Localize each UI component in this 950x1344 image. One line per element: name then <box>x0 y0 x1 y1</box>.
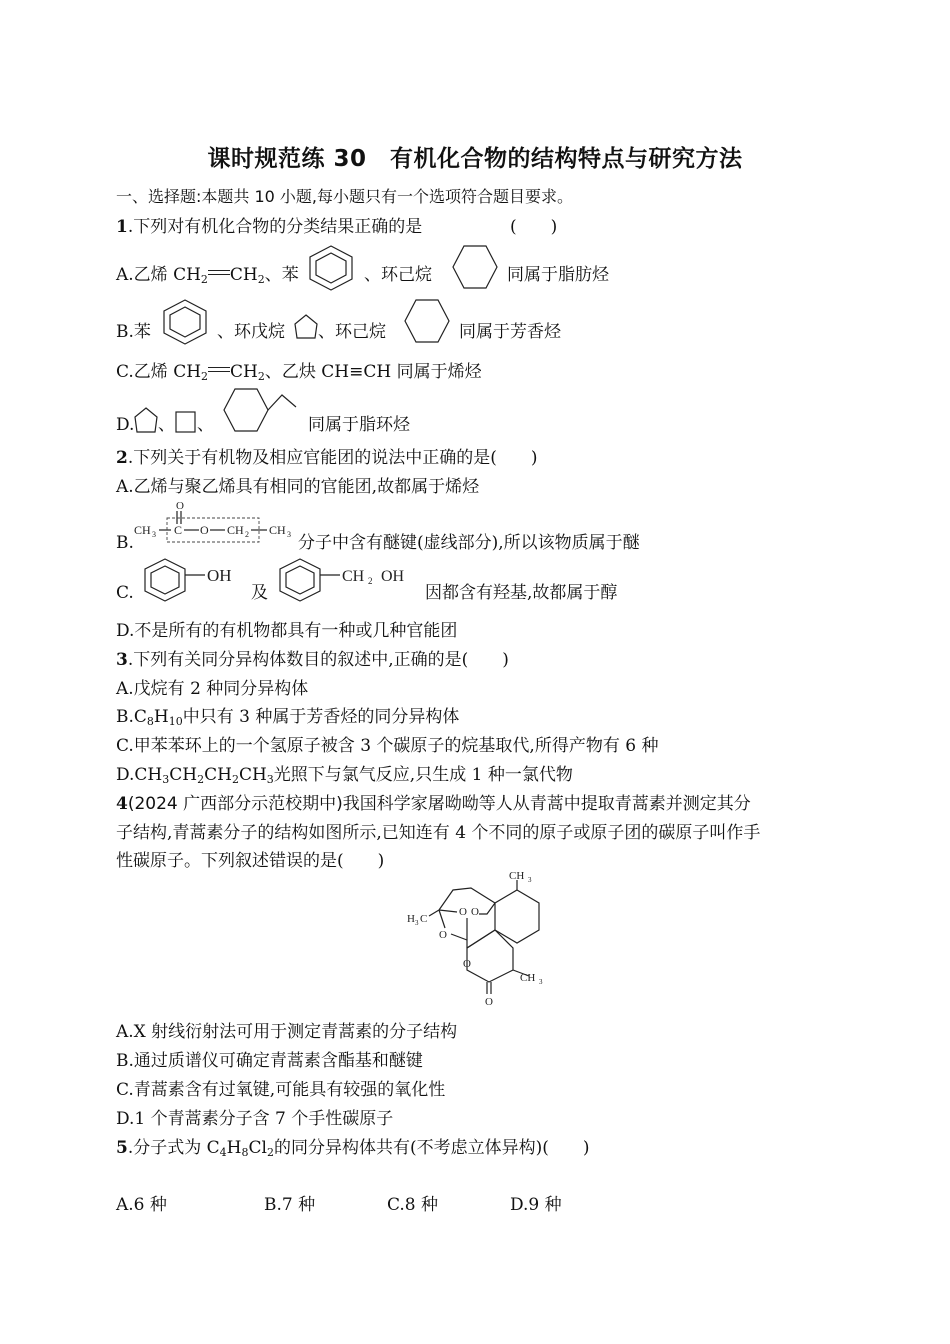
svg-text:CH: CH <box>520 972 536 984</box>
q1-b-text-4: 同属于芳香烃 <box>459 322 561 342</box>
svg-text:O: O <box>485 996 493 1008</box>
q1-a-text-3: 同属于脂肪烃 <box>507 265 609 285</box>
q2-option-b[interactable]: B. <box>116 533 134 553</box>
svg-text:O: O <box>463 958 471 970</box>
svg-text:O: O <box>471 906 479 918</box>
svg-text:CH: CH <box>227 523 244 537</box>
q2-c-text-and: 及 <box>251 583 268 603</box>
q1-option-c[interactable]: C.乙烯 $CH_2$ $CH_2$、乙炔 CH≡CH 同属于烯烃 <box>116 362 482 383</box>
q1-option-d[interactable]: D. <box>116 415 135 435</box>
svg-text:3: 3 <box>152 530 156 539</box>
svg-text:H: H <box>407 913 415 925</box>
q1-b-text-3: 、环己烷 <box>318 322 386 342</box>
question-4-stem-line-3: 性碳原子。下列叙述错误的是( ) <box>116 851 385 871</box>
svg-text:2: 2 <box>368 576 373 586</box>
q2-option-d[interactable]: D.不是所有的有机物都具有一种或几种官能团 <box>116 621 458 641</box>
svg-text:3: 3 <box>415 919 419 927</box>
q1-option-a[interactable]: A.乙烯 $CH_2$ $CH_2$、苯 <box>116 265 299 286</box>
q1-option-b[interactable]: B.苯 <box>116 322 151 342</box>
q4-option-a[interactable]: A.X 射线衍射法可用于测定青蒿素的分子结构 <box>116 1022 458 1042</box>
svg-text:C: C <box>420 913 428 925</box>
section-heading: 一、选择题:本题共 10 小题,每小题只有一个选项符合题目要求。 <box>116 187 574 206</box>
cyclopentane-structure-icon <box>133 406 159 434</box>
q5-option-a[interactable]: A.6 种 <box>116 1195 167 1215</box>
question-3-stem: 3.下列有关同分异构体数目的叙述中,正确的是( ) <box>116 650 509 670</box>
svg-text:O: O <box>459 906 467 918</box>
q3-option-a[interactable]: A.戊烷有 2 种同分异构体 <box>116 679 309 699</box>
q3-option-c[interactable]: C.甲苯苯环上的一个氢原子被含 3 个碳原子的烷基取代,所得产物有 6 种 <box>116 736 659 756</box>
svg-text:O: O <box>176 500 184 512</box>
benzene-structure-icon <box>160 298 210 344</box>
svg-text:O: O <box>439 929 447 941</box>
question-4-stem-line-1: 4(2024 广西部分示范校期中)我国科学家屠呦呦等人从青蒿中提取青蒿素并测定其分 <box>116 794 751 814</box>
q4-option-b[interactable]: B.通过质谱仪可确定青蒿素含酯基和醚键 <box>116 1051 423 1071</box>
q4-option-c[interactable]: C.青蒿素含有过氧键,可能具有较强的氧化性 <box>116 1080 446 1100</box>
svg-text:3: 3 <box>528 876 532 884</box>
cyclobutane-structure-icon <box>174 410 198 434</box>
q1-d-text-2: 、 <box>158 415 175 435</box>
q2-c-text-2: 因都含有羟基,故都属于醇 <box>425 583 618 603</box>
question-4-stem-line-2: 子结构,青蒿素分子的结构如图所示,已知连有 4 个不同的原子或原子团的碳原子叫作手 <box>116 823 761 843</box>
q1-b-text-2: 、环戊烷 <box>217 322 285 342</box>
q1-d-text-3: 、 <box>197 415 214 435</box>
question-1-paren: ( ) <box>510 217 558 237</box>
q2-option-a[interactable]: A.乙烯与聚乙烯具有相同的官能团,故都属于烯烃 <box>116 477 480 497</box>
q2-option-c[interactable]: C. <box>116 583 134 603</box>
ethyl-acetate-structure-icon <box>133 497 298 547</box>
q5-option-c[interactable]: C.8 种 <box>387 1195 439 1215</box>
q3-option-d[interactable]: $D.CH_3CH_2CH_2CH_3$光照下与氯气反应,只生成 1 种一氯代物 <box>116 765 573 786</box>
phenol-structure-icon <box>143 557 243 603</box>
q5-option-b[interactable]: B.7 种 <box>264 1195 316 1215</box>
svg-text:CH: CH <box>342 568 365 585</box>
svg-text:2: 2 <box>245 530 249 539</box>
q5-option-d[interactable]: D.9 种 <box>510 1195 562 1215</box>
cyclohexane-structure-icon <box>402 298 452 344</box>
cyclopentane-structure-icon <box>293 314 319 340</box>
svg-text:3: 3 <box>539 978 543 986</box>
page-title: 课时规范练 30 有机化合物的结构特点与研究方法 <box>207 146 743 172</box>
svg-text:C: C <box>174 523 183 537</box>
q1-d-text-4: 同属于脂环烃 <box>308 415 410 435</box>
svg-text:CH: CH <box>134 523 151 537</box>
svg-text:3: 3 <box>287 530 291 539</box>
benzene-structure-icon <box>306 244 356 290</box>
svg-text:OH: OH <box>207 566 232 585</box>
svg-text:CH: CH <box>509 870 525 882</box>
cyclohexane-structure-icon <box>450 244 500 290</box>
question-5-stem: 5.分子式为 $C_4H_8Cl_2$的同分异构体共有(不考虑立体异构)( ) <box>116 1138 590 1159</box>
ethylcyclohexane-structure-icon <box>222 386 302 436</box>
question-1-stem: 1.下列对有机化合物的分类结果正确的是 <box>116 217 423 237</box>
artemisinin-structure-icon <box>405 868 550 1008</box>
svg-text:O: O <box>200 523 209 537</box>
q1-a-text-2: 、环己烷 <box>364 265 432 285</box>
question-2-stem: 2.下列关于有机物及相应官能团的说法中正确的是( ) <box>116 448 538 468</box>
q3-option-b[interactable]: $B.C_8H_{10}$中只有 3 种属于芳香烃的同分异构体 <box>116 707 460 728</box>
benzyl-alcohol-structure-icon <box>278 557 423 603</box>
q2-b-text-2: 分子中含有醚键(虚线部分),所以该物质属于醚 <box>298 533 640 553</box>
svg-text:OH: OH <box>381 568 405 585</box>
svg-text:CH: CH <box>269 523 286 537</box>
q4-option-d[interactable]: D.1 个青蒿素分子含 7 个手性碳原子 <box>116 1109 394 1129</box>
